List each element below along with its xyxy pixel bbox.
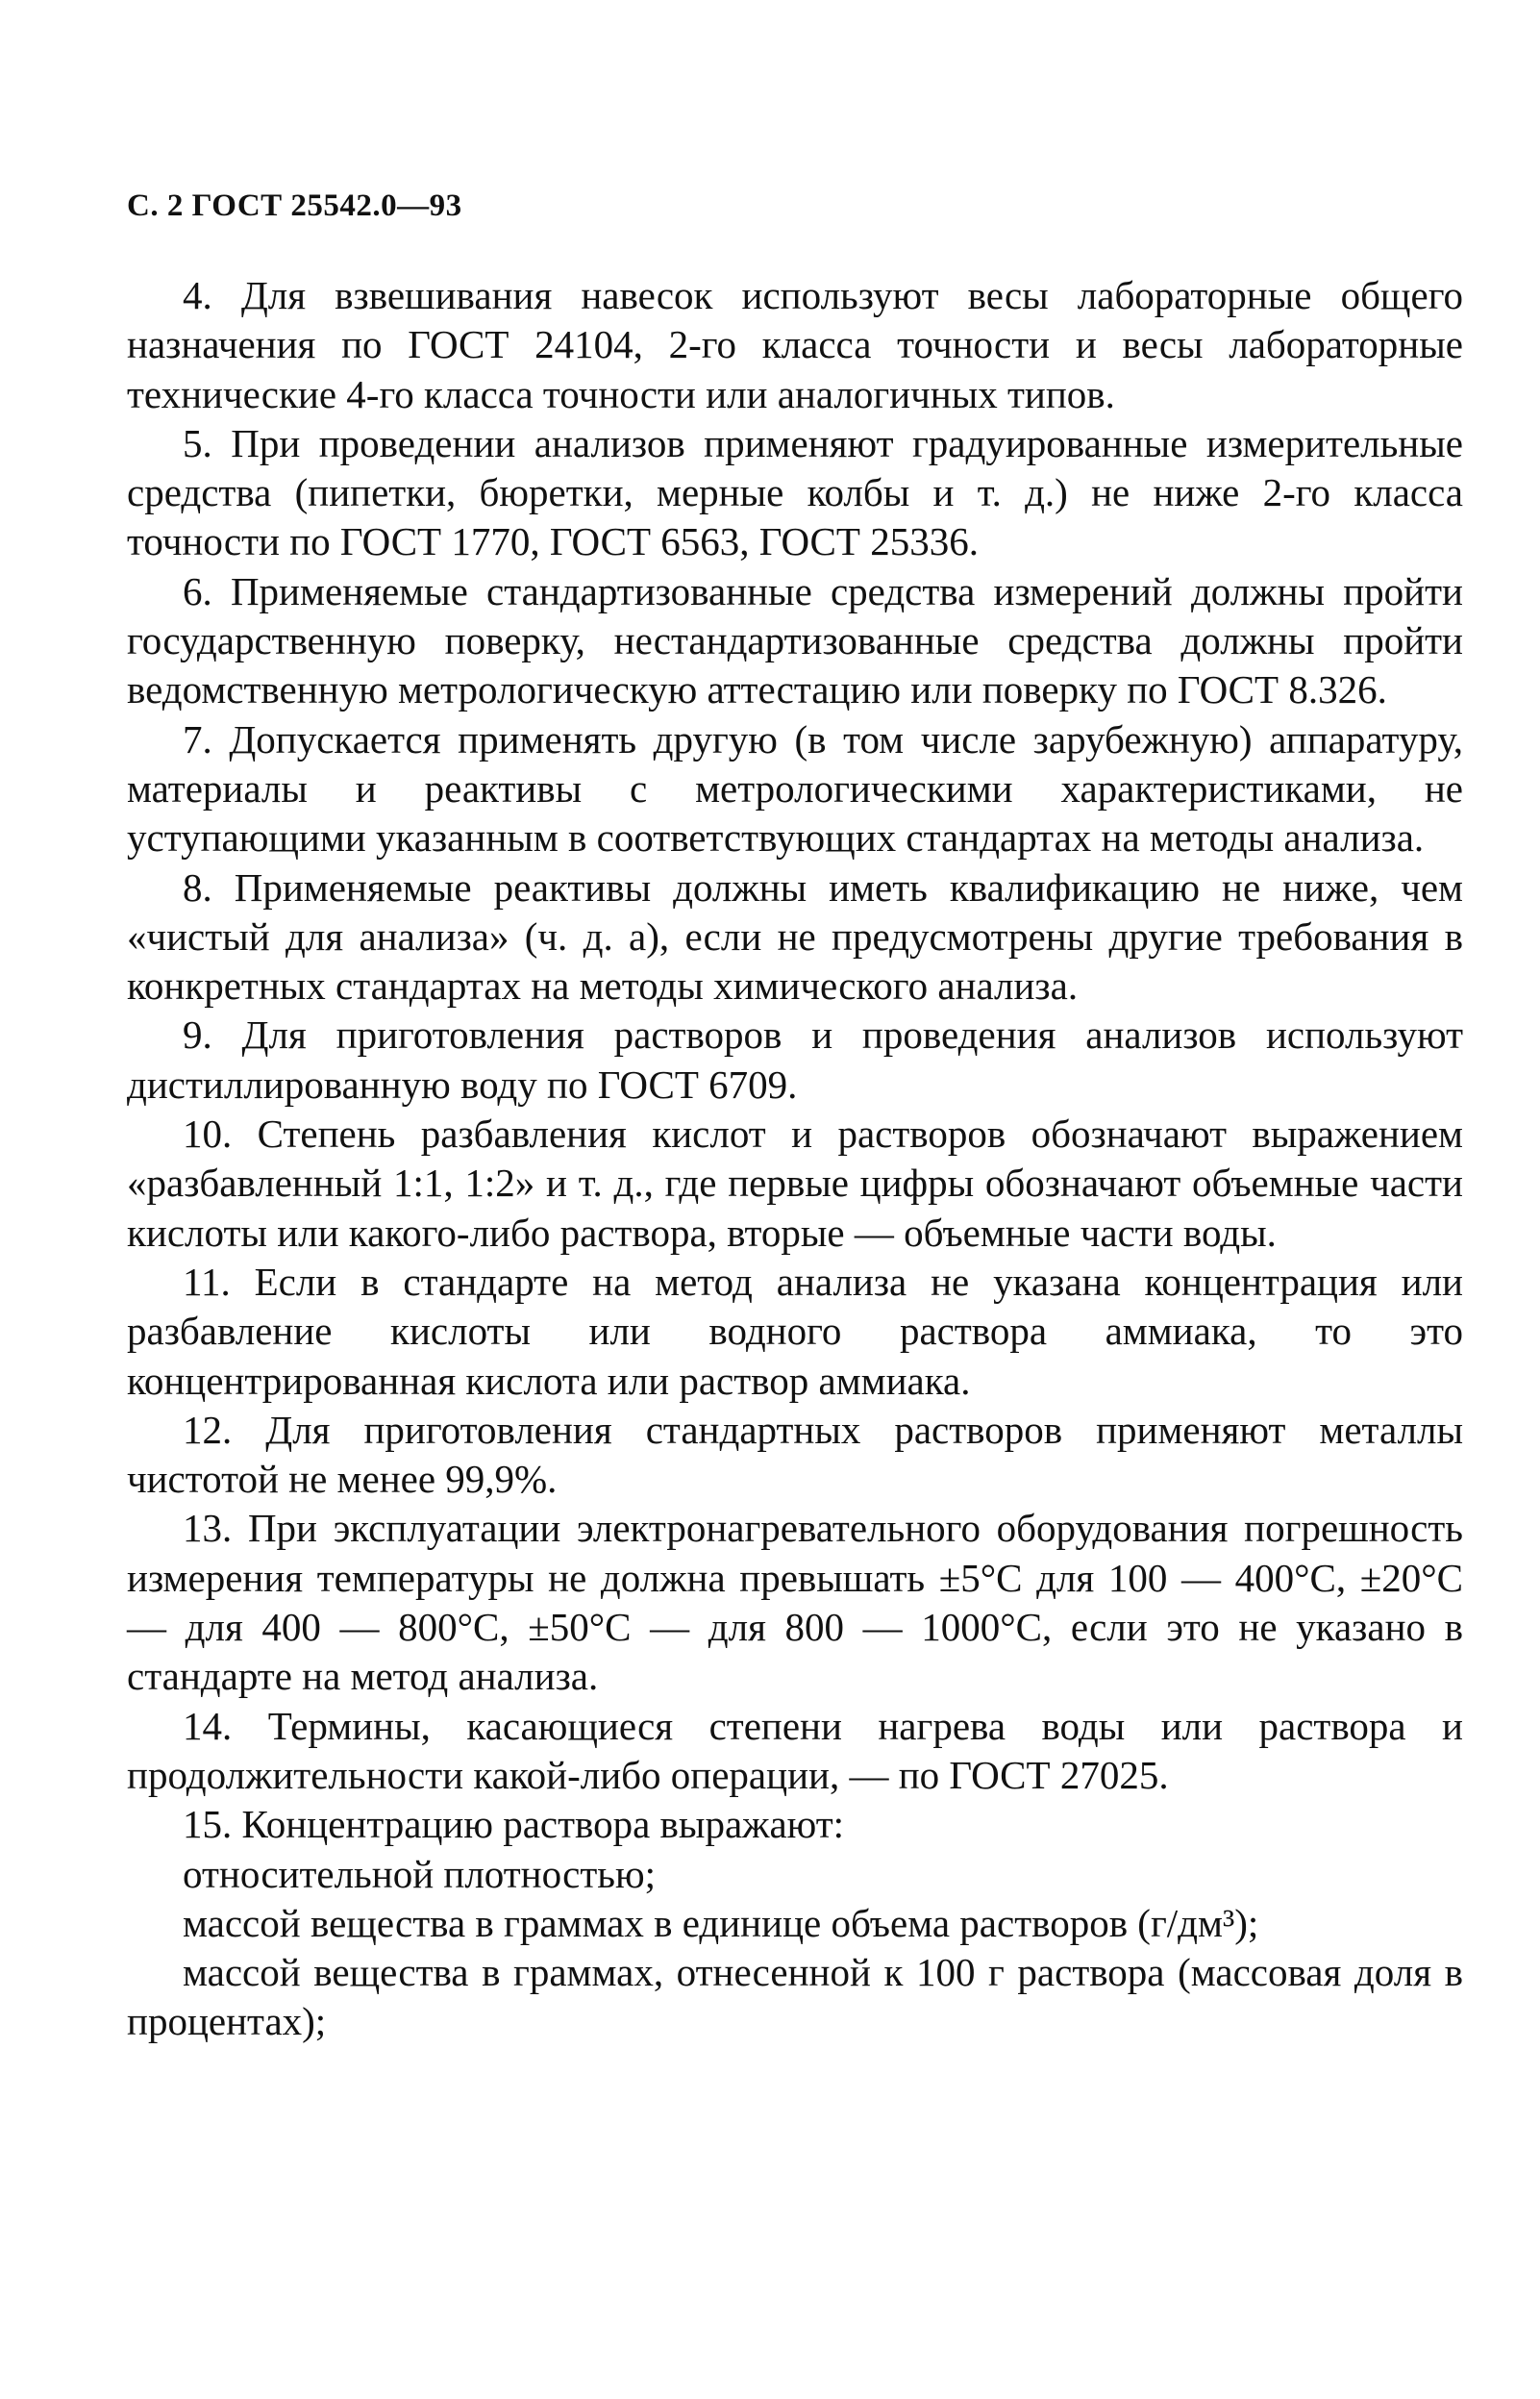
paragraph-12: 12. Для приготовления стандартных растворов применяют металлы чистотой не менее 99,9%. — [127, 1407, 1463, 1502]
paragraph-13: 13. При эксплуатации электронагревательного оборудования погрешность измерения температуры не должна превышать ±5°С для 100 — 400°С, ±20°С — для 400 — 800°С, ±50°С — для 800 — 1000°С, если это не указано в стандарте на метод анализа. — [127, 1506, 1463, 1699]
paragraph-14: 14. Термины, касающиеся степени нагрева воды или раствора и продолжительности какой-либо операции, — по ГОСТ 27025. — [127, 1703, 1463, 1797]
paragraph-11: 11. Если в стандарте на метод анализа не указана концентрация или разбавление кислоты или водного раствора аммиака, то это концентрированная кислота или раствор аммиака. — [127, 1259, 1463, 1403]
paragraph-7: 7. Допускается применять другую (в том числе зарубежную) аппаратуру, материалы и реактивы с метрологическими характеристиками, не уступающими указанным в соответствующих стандартах на методы анализа. — [127, 716, 1463, 861]
page-header: С. 2 ГОСТ 25542.0—93 — [127, 188, 462, 223]
list-item: массой вещества в граммах в единице объема растворов (г/дм³); — [183, 1900, 1259, 1945]
list-item: массой вещества в граммах, отнесенной к 100 г раствора (массовая доля в процентах); — [127, 1950, 1463, 2044]
paragraph-6: 6. Применяемые стандартизованные средства измерений должны пройти государственную поверку, нестандартизованные средства должны пройти ведомственную метрологическую аттестацию или поверку по ГОСТ 8.326. — [127, 568, 1463, 712]
document-body — [127, 271, 1463, 2047]
paragraph-5: 5. При проведении анализов применяют градуированные измерительные средства (пипетки, бюретки, мерные колбы и т. д.) не ниже 2-го класса точности по ГОСТ 1770, ГОСТ 6563, ГОСТ 25336. — [127, 420, 1463, 564]
paragraph-9: 9. Для приготовления растворов и проведения анализов используют дистиллированную воду по ГОСТ 6709. — [127, 1012, 1463, 1107]
paragraph-15: 15. Концентрацию раствора выражают: — [183, 1802, 845, 1847]
paragraph-4: 4. Для взвешивания навесок используют весы лабораторные общего назначения по ГОСТ 24104, 2-го класса точности и весы лабораторные технические 4-го класса точности или аналогичных типов. — [127, 273, 1463, 416]
list-item: относительной плотностью; — [183, 1851, 656, 1896]
paragraph-10: 10. Степень разбавления кислот и растворов обозначают выражением «разбавленный 1:1, 1:2» и т. д., где первые цифры обозначают объемные части кислоты или какого-либо раствора, вторые — объемные части воды. — [127, 1112, 1463, 1255]
paragraph-8: 8. Применяемые реактивы должны иметь квалификацию не ниже, чем «чистый для анализа» (ч. д. а), если не предусмотрены другие требования в конкретных стандартах на методы химического анализа. — [127, 864, 1463, 1009]
